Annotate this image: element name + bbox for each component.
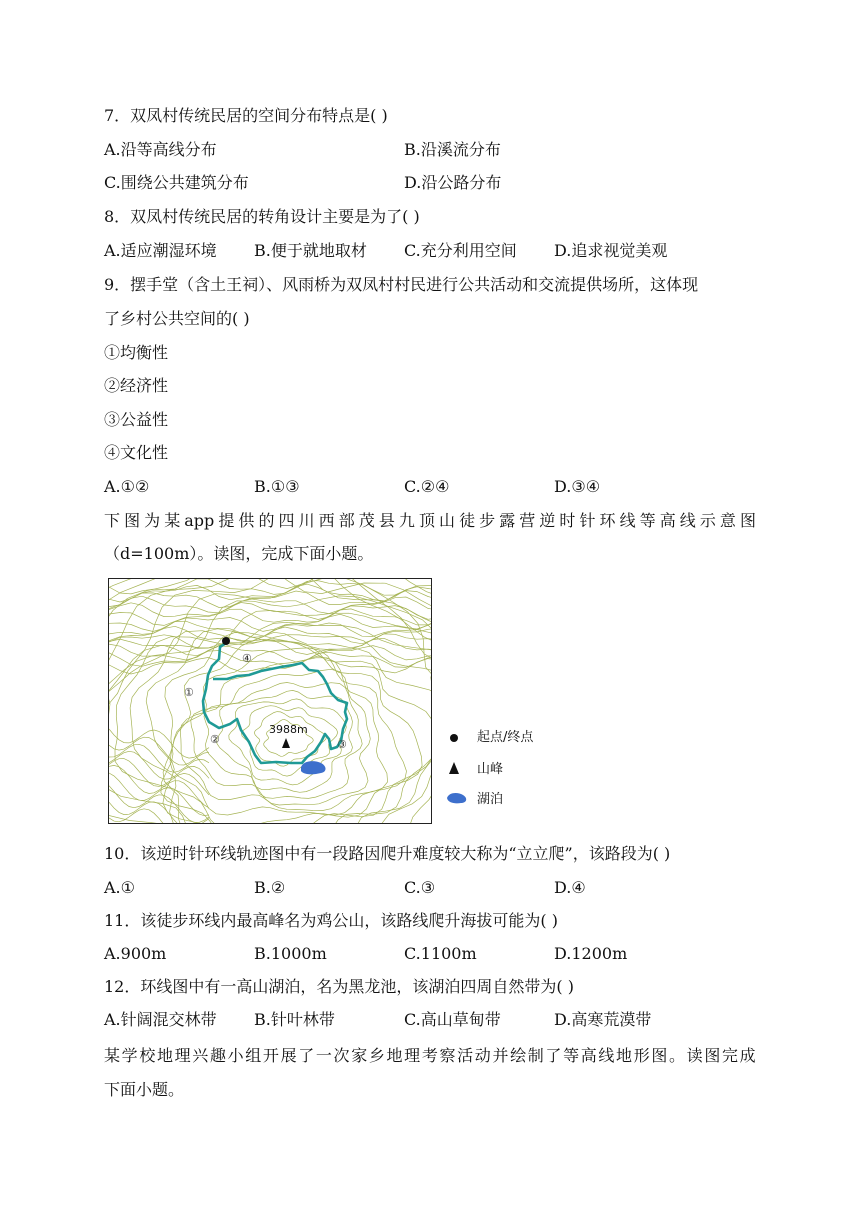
q10-option-c: C.③ [404,878,436,897]
q12-stem: 12．环线图中有一高山湖泊，名为黑龙池，该湖泊四周自然带为( ) [104,977,574,996]
contour-line [109,579,432,595]
q11-option-d: D.1200m [554,944,628,963]
intro-word: 开 [262,1046,279,1065]
blue-lake-icon [447,793,466,803]
intro-word: 九 [398,511,415,530]
q9-item-2: ②经济性 [104,376,169,395]
intro-word: 察 [439,1046,456,1065]
intro-word: 西 [318,511,335,530]
legend-icons [446,730,476,810]
intro-word: 供 [238,511,255,530]
intro-word: 等 [563,1046,580,1065]
contour-line [109,751,209,779]
intro-word: 兴 [192,1046,209,1065]
segment-label-2: ② [210,733,220,746]
intro-word: 图 [739,511,756,530]
intro-word: 图 [651,1046,668,1065]
q7-option-d: D.沿公路分布 [404,173,502,192]
q12-option-b: B.针叶林带 [254,1010,335,1029]
intro-word: 学 [121,1046,138,1065]
intro-word: 等 [639,511,656,530]
intro-word: 县 [378,511,395,530]
intro-word: 考 [421,1046,438,1065]
intro-word: 图 [704,1046,721,1065]
map-intro-line2: （d=100m）。读图，完成下面小题。 [104,544,374,563]
intro-word: 逆 [539,511,556,530]
contour-line [109,651,432,668]
q9-item-3: ③公益性 [104,410,169,429]
contour-line [109,621,432,638]
intro-word: 露 [499,511,516,530]
q10-stem: 10．该逆时针环线轨迹图中有一段路因爬升难度较大称为“立立爬”，该路段为( ) [104,844,671,863]
intro-word: 地 [156,1046,173,1065]
lake-shape [301,761,326,774]
q11-option-b: B.1000m [254,944,327,963]
intro-word: 。 [669,1046,686,1065]
legend-label-peak: 山峰 [477,762,504,777]
peak-elevation-label: 3988m [269,723,308,736]
contour-lines [109,579,432,824]
q8-option-c: C.充分利用空间 [404,241,517,260]
intro-word: 地 [616,1046,633,1065]
q8-option-d: D.追求视觉美观 [554,241,668,260]
intro-word: 组 [245,1046,262,1065]
intro-word: 并 [492,1046,509,1065]
q9-option-d: D.③④ [554,477,601,496]
intro-word: 山 [439,511,456,530]
q9-stem-line1: 9．摆手堂（含土王祠）、风雨桥为双凤村村民进行公共活动和交流提供场所，这体现 [104,275,699,294]
intro-word: 某 [164,511,181,530]
q12-option-c: C.高山草甸带 [404,1010,501,1029]
intro-word: 环 [599,511,616,530]
intro-word: 动 [474,1046,491,1065]
intro-word: 活 [457,1046,474,1065]
contour-line [109,611,432,825]
q9-stem-line2: 了乡村公共空间的( ) [104,309,250,328]
intro-word: 次 [333,1046,350,1065]
intro-word: 高 [659,511,676,530]
intro-word: 图 [124,511,141,530]
black-dot-icon [450,734,458,742]
contour-line [109,773,209,816]
intro-word: 制 [527,1046,544,1065]
intro-word: 展 [280,1046,297,1065]
intro-word: 下 [104,511,121,530]
map-intro-line1 [104,511,756,531]
contour-map [108,578,432,824]
intro-word: 趣 [209,1046,226,1065]
intro-word: 理 [174,1046,191,1065]
q10-option-b: B.② [254,878,286,897]
start-end-point-icon [222,637,230,645]
intro-word: 意 [719,511,736,530]
intro-word: 读 [686,1046,703,1065]
q12-option-a: A.针阔混交林带 [104,1010,217,1029]
intro-word: 为 [144,511,161,530]
intro-word: app [184,511,215,530]
intro-word: 理 [404,1046,421,1065]
intro-word: 地 [386,1046,403,1065]
q9-option-c: C.②④ [404,477,450,496]
intro-word: 茂 [358,511,375,530]
q7-option-b: B.沿溪流分布 [404,140,501,159]
intro-word: 徒 [459,511,476,530]
intro-word: 高 [580,1046,597,1065]
q7-option-a: A.沿等高线分布 [104,140,217,159]
q11-option-c: C.1100m [404,944,477,963]
q7-option-c: C.围绕公共建筑分布 [104,173,249,192]
legend-label-lake: 湖泊 [477,792,504,807]
intro-word: 了 [545,1046,562,1065]
intro-word: 提 [218,511,235,530]
q9-item-4: ④文化性 [104,443,169,462]
q9-option-a: A.①② [104,477,150,496]
intro-word: 完 [721,1046,738,1065]
intro-word: 校 [139,1046,156,1065]
intro-word: 部 [338,511,355,530]
intro-word: 示 [699,511,716,530]
intro-word: 四 [278,511,295,530]
q8-option-b: B.便于就地取材 [254,241,367,260]
contour-map-svg [109,579,432,824]
intro-word: 乡 [368,1046,385,1065]
segment-label-4: ④ [242,652,252,665]
intro-word: 针 [579,511,596,530]
intro-word: 一 [315,1046,332,1065]
intro-word: 线 [619,511,636,530]
q9-option-b: B.①③ [254,477,300,496]
segment-label-1: ① [184,686,194,699]
intro-word: 形 [633,1046,650,1065]
q11-stem: 11．该徒步环线内最高峰名为鸡公山，该路线爬升海拔可能为( ) [104,911,558,930]
contour-line [254,712,326,767]
intro-word: 步 [479,511,496,530]
q10-option-a: A.① [104,878,135,897]
intro-word: 营 [519,511,536,530]
q11-option-a: A.900m [104,944,167,963]
q7-stem: 7．双凤村传统民居的空间分布特点是( ) [104,106,388,125]
legend-label-start-end: 起点/终点 [477,730,534,745]
q10-option-d: D.④ [554,878,586,897]
intro-word: 小 [227,1046,244,1065]
contour-line [109,656,432,674]
intro-word: 线 [598,1046,615,1065]
q9-item-1: ①均衡性 [104,343,169,362]
final-intro-line1 [104,1046,756,1066]
intro-word: 的 [258,511,275,530]
intro-word: 了 [298,1046,315,1065]
q8-stem: 8．双凤村传统民居的转角设计主要是为了( ) [104,207,420,226]
intro-word: 顶 [418,511,435,530]
q12-option-d: D.高寒荒漠带 [554,1010,652,1029]
intro-word: 某 [104,1046,121,1065]
segment-label-3: ③ [337,738,347,751]
intro-word: 川 [298,511,315,530]
intro-word: 时 [559,511,576,530]
q8-option-a: A.适应潮湿环境 [104,241,217,260]
intro-word: 家 [351,1046,368,1065]
intro-word: 成 [739,1046,756,1065]
final-intro-line2: 下面小题。 [104,1080,185,1099]
intro-word: 线 [679,511,696,530]
peak-icon [282,738,290,748]
black-triangle-icon [449,762,459,774]
intro-word: 绘 [510,1046,527,1065]
contour-line [109,802,209,824]
